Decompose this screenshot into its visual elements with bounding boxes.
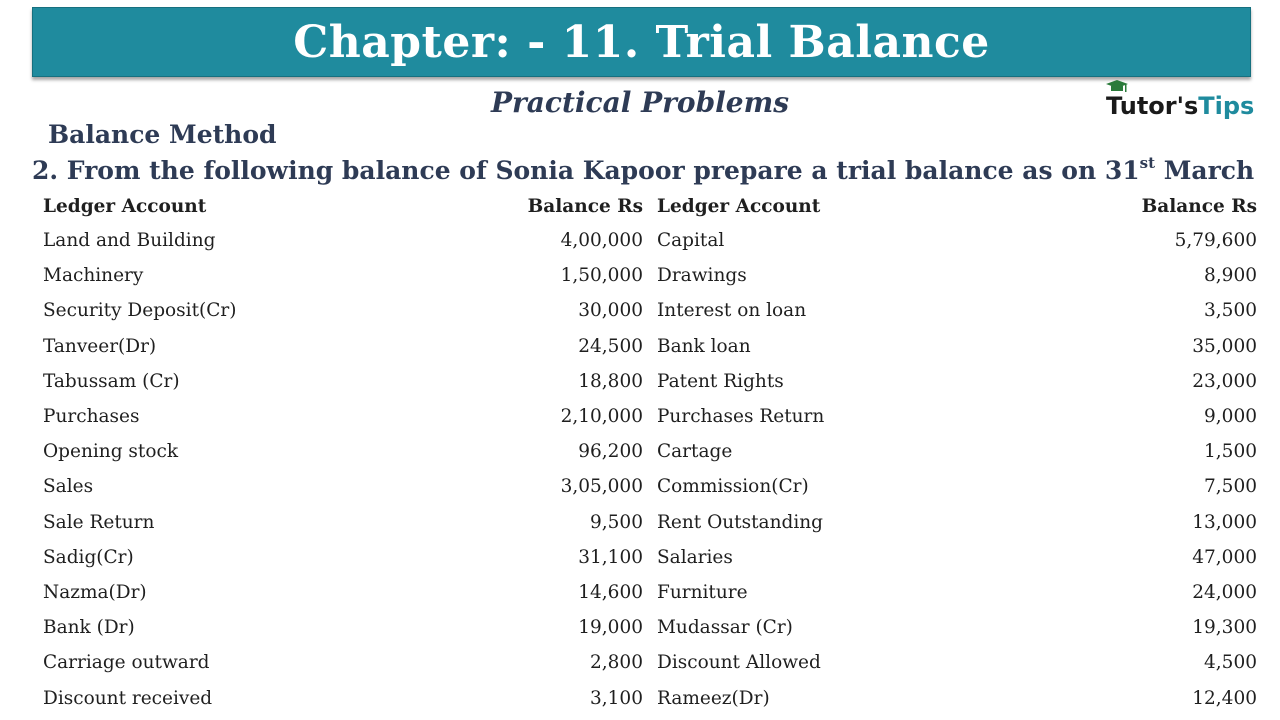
ledger-account-cell: Security Deposit(Cr) <box>43 300 237 322</box>
balance-cell: 18,800 <box>578 370 643 392</box>
table-header-row <box>36 190 1264 223</box>
ledger-account-cell: Purchases <box>43 406 140 428</box>
balance-cell: 30,000 <box>578 300 643 322</box>
tutors-tips-logo <box>1106 80 1256 120</box>
ledger-account-cell: Sales <box>43 476 94 498</box>
ledger-account-cell: Rent Outstanding <box>656 511 823 533</box>
ledger-account-cell: Commission(Cr) <box>656 476 809 498</box>
balance-cell: 3,500 <box>1204 300 1257 322</box>
question-end: March <box>1155 156 1255 185</box>
ledger-account-cell: Drawings <box>656 265 747 287</box>
balance-cell: 31,100 <box>578 546 643 568</box>
column-header: Ledger Account <box>656 196 821 217</box>
section-title: Balance Method <box>48 120 277 149</box>
ledger-account-cell: Bank (Dr) <box>43 617 135 639</box>
ledger-account-cell: Bank loan <box>656 335 751 357</box>
ledger-account-cell: Discount received <box>43 687 213 709</box>
logo-tips-text: Tips <box>1198 92 1255 120</box>
column-header: Balance Rs <box>527 196 643 217</box>
table-row <box>36 293 1264 328</box>
graduation-cap-icon <box>1106 80 1128 94</box>
table-row <box>36 540 1264 575</box>
ledger-account-cell: Mudassar (Cr) <box>656 617 793 639</box>
ledger-account-cell: Sale Return <box>43 511 155 533</box>
ledger-account-cell: Machinery <box>43 265 144 287</box>
ledger-account-cell: Patent Rights <box>656 370 784 392</box>
balance-cell: 24,500 <box>578 335 643 357</box>
balance-cell: 4,00,000 <box>560 230 643 252</box>
balance-cell: 2,10,000 <box>560 406 643 428</box>
question-sup: st <box>1139 154 1155 172</box>
balance-cell: 19,000 <box>578 617 643 639</box>
balance-cell: 23,000 <box>1192 370 1257 392</box>
table-row <box>36 680 1264 715</box>
balance-cell: 35,000 <box>1192 335 1257 357</box>
table-row <box>36 258 1264 293</box>
table-row <box>36 469 1264 504</box>
chapter-banner <box>32 7 1251 77</box>
ledger-account-cell: Cartage <box>656 441 733 463</box>
ledger-account-cell: Capital <box>656 230 725 252</box>
table-row <box>36 505 1264 540</box>
balance-cell: 96,200 <box>578 441 643 463</box>
table-row <box>36 610 1264 645</box>
page-subtitle: Practical Problems <box>490 86 790 119</box>
question-text <box>32 156 1254 185</box>
ledger-account-cell: Interest on loan <box>656 300 807 322</box>
ledger-account-cell: Nazma(Dr) <box>43 581 147 603</box>
ledger-account-cell: Rameez(Dr) <box>656 687 770 709</box>
table-row <box>36 575 1264 610</box>
balance-cell: 9,500 <box>590 511 643 533</box>
ledger-account-cell: Opening stock <box>43 441 179 463</box>
balance-cell: 12,400 <box>1192 687 1257 709</box>
table-row <box>36 645 1264 680</box>
balance-cell: 1,500 <box>1204 441 1257 463</box>
ledger-account-cell: Tabussam (Cr) <box>43 370 180 392</box>
ledger-account-cell: Sadig(Cr) <box>43 546 134 568</box>
balance-cell: 3,05,000 <box>560 476 643 498</box>
balance-cell: 24,000 <box>1192 581 1257 603</box>
logo-tutor-text: Tutor's <box>1106 92 1199 120</box>
balance-cell: 1,50,000 <box>560 265 643 287</box>
column-header: Balance Rs <box>1141 196 1257 217</box>
balance-cell: 3,100 <box>590 687 643 709</box>
table-row <box>36 364 1264 399</box>
ledger-account-cell: Land and Building <box>43 230 216 252</box>
balance-cell: 8,900 <box>1204 265 1257 287</box>
table-row <box>36 329 1264 364</box>
balance-cell: 2,800 <box>590 652 643 674</box>
ledger-account-cell: Carriage outward <box>43 652 210 674</box>
ledger-account-cell: Furniture <box>656 581 748 603</box>
ledger-account-cell: Discount Allowed <box>656 652 821 674</box>
question-main: 2. From the following balance of Sonia Kapoor prepare a trial balance as on 31 <box>32 156 1140 185</box>
balance-cell: 9,000 <box>1204 406 1257 428</box>
balance-cell: 14,600 <box>578 581 643 603</box>
balance-cell: 5,79,600 <box>1174 230 1257 252</box>
balance-cell: 7,500 <box>1204 476 1257 498</box>
ledger-account-cell: Tanveer(Dr) <box>43 335 157 357</box>
ledger-account-cell: Salaries <box>656 546 733 568</box>
ledger-account-cell: Purchases Return <box>656 406 825 428</box>
balance-cell: 13,000 <box>1192 511 1257 533</box>
ledger-table-body <box>36 223 1264 716</box>
ledger-table <box>36 190 1264 716</box>
column-header: Ledger Account <box>43 196 207 217</box>
table-row <box>36 399 1264 434</box>
balance-cell: 47,000 <box>1192 546 1257 568</box>
chapter-title: Chapter: - 11. Trial Balance <box>293 16 990 68</box>
balance-cell: 4,500 <box>1204 652 1257 674</box>
balance-cell: 19,300 <box>1192 617 1257 639</box>
table-row <box>36 223 1264 258</box>
table-row <box>36 434 1264 469</box>
